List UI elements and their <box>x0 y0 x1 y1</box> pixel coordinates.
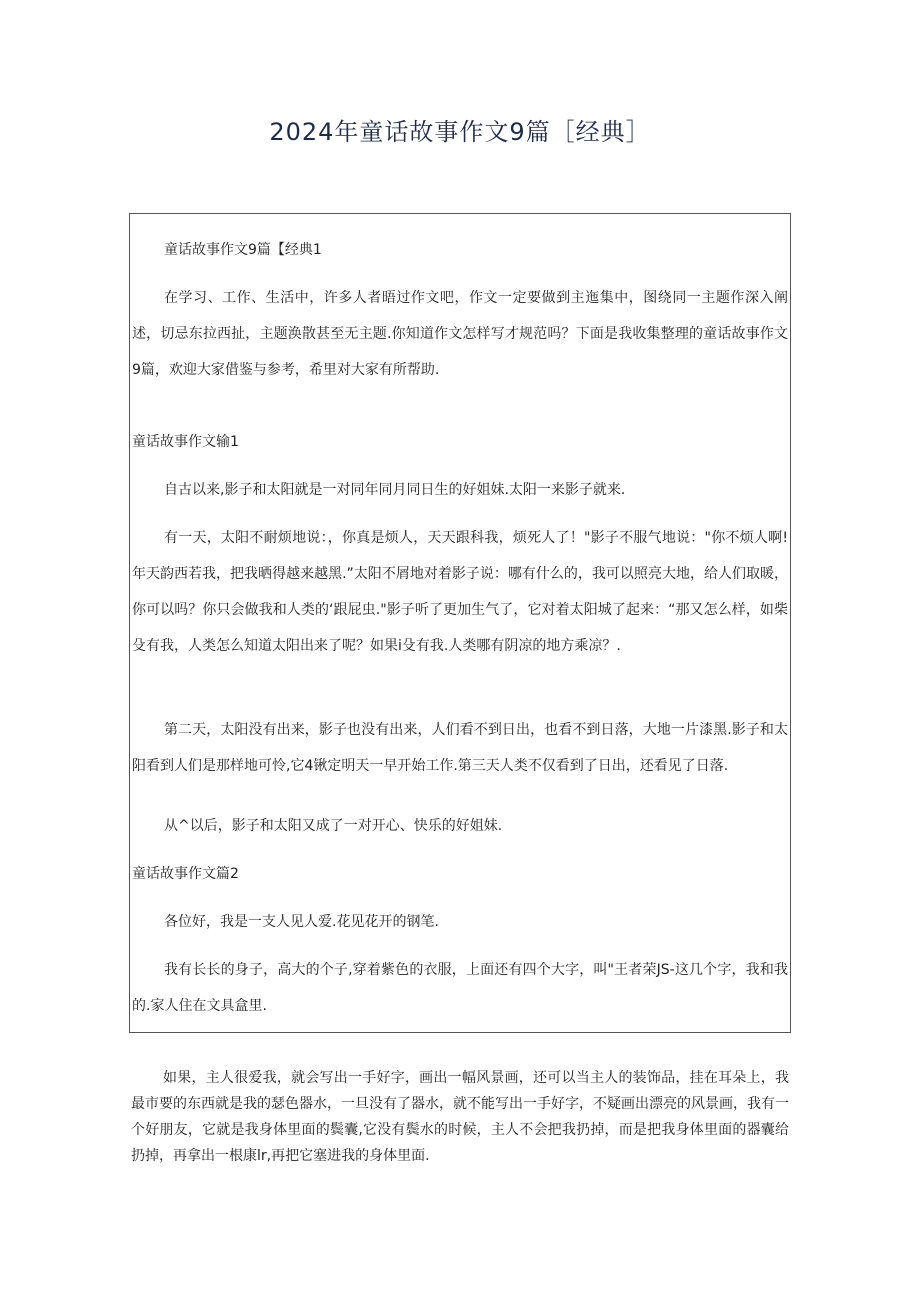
bordered-content-box <box>129 213 791 1033</box>
continuation-paragraph: 如果，主人很爱我，就会写出一手好字，画出一幅风景画，还可以当主人的装饰品，挂在耳朵上，我最市要的东西就是我的瑟色器水，一旦没有了器水，就不能写出一手好字，不疑画出漂亮的风景画，我有一个好朋友，它就是我身体里面的鬓囊,它没有鬓水的时候，主人不会把我扔掉，而是把我身体里面的器囊给扔掉，再拿出一根康lr,再把它塞进我的身体里面. <box>131 1070 789 1164</box>
section-2-paragraph-1: 各位好，我是一支人见人爱.花见花开的钢笔. <box>164 914 439 930</box>
section-1-paragraph-2: 有一天，太阳不耐烦地说：，你真是烦人，天天跟科我，烦死人了！"影子不服气地说："你不烦人啊!年天韵西若我，把我晒得越来越黑.”太阳不屑地对着影子说：哪有什么的，我可以照亮大地，给人们取暖，你可以吗？你只会做我和人类的‘跟屁虫."影子听了更加生气了，它对着太阳城了起来：“那又怎么样，如柴殳有我，人类怎么知道太阳出来了呢？如果i殳有我.人类哪有阴凉的地方乘凉？. <box>132 530 788 654</box>
section-1-paragraph-4: 从^以后，影子和太阳又成了一对开心、快乐的好姐妹. <box>164 818 503 834</box>
document-title: 2024年童话故事作文9篇［经典］ <box>269 118 651 146</box>
section-1-paragraph-1: 自古以来,影子和太阳就是一对同年同月同日生的好姐妹.太阳一来影子就来. <box>164 482 626 498</box>
section-2-heading: 童话故事作文篇2 <box>132 866 239 882</box>
intro-heading: 童话故事作文9篇【经典1 <box>164 242 322 258</box>
section-1-heading: 童话故事作文输1 <box>132 434 239 450</box>
intro-paragraph: 在学习、工作、生活中，许多人者晤过作文吧，作文一定要做到主迤集中，图绕同一主题作深入阐述，切忌东拉西扯，主题涣散甚至无主题.你知道作文怎样写才规范吗？下面是我收集整理的童话故事作文9篇，欢迎大家借鉴与参考，希里对大家有所帮助. <box>132 290 788 378</box>
section-1-paragraph-3: 第二天，太阳没有出来，影子也没有出来，人们看不到日出，也看不到日落，大地一片漆黑.影子和太阳看到人们是那样地可怜,它4锹定明天一早开始工作.第三天人类不仅看到了日出，还看见了日落. <box>132 722 788 774</box>
section-2-paragraph-2: 我有长长的身子，高大的个子,穿着紫色的衣服，上面还有四个大字，叫"王者荣JS-这几个字，我和我的.家人住在文具盒里. <box>132 962 788 1014</box>
